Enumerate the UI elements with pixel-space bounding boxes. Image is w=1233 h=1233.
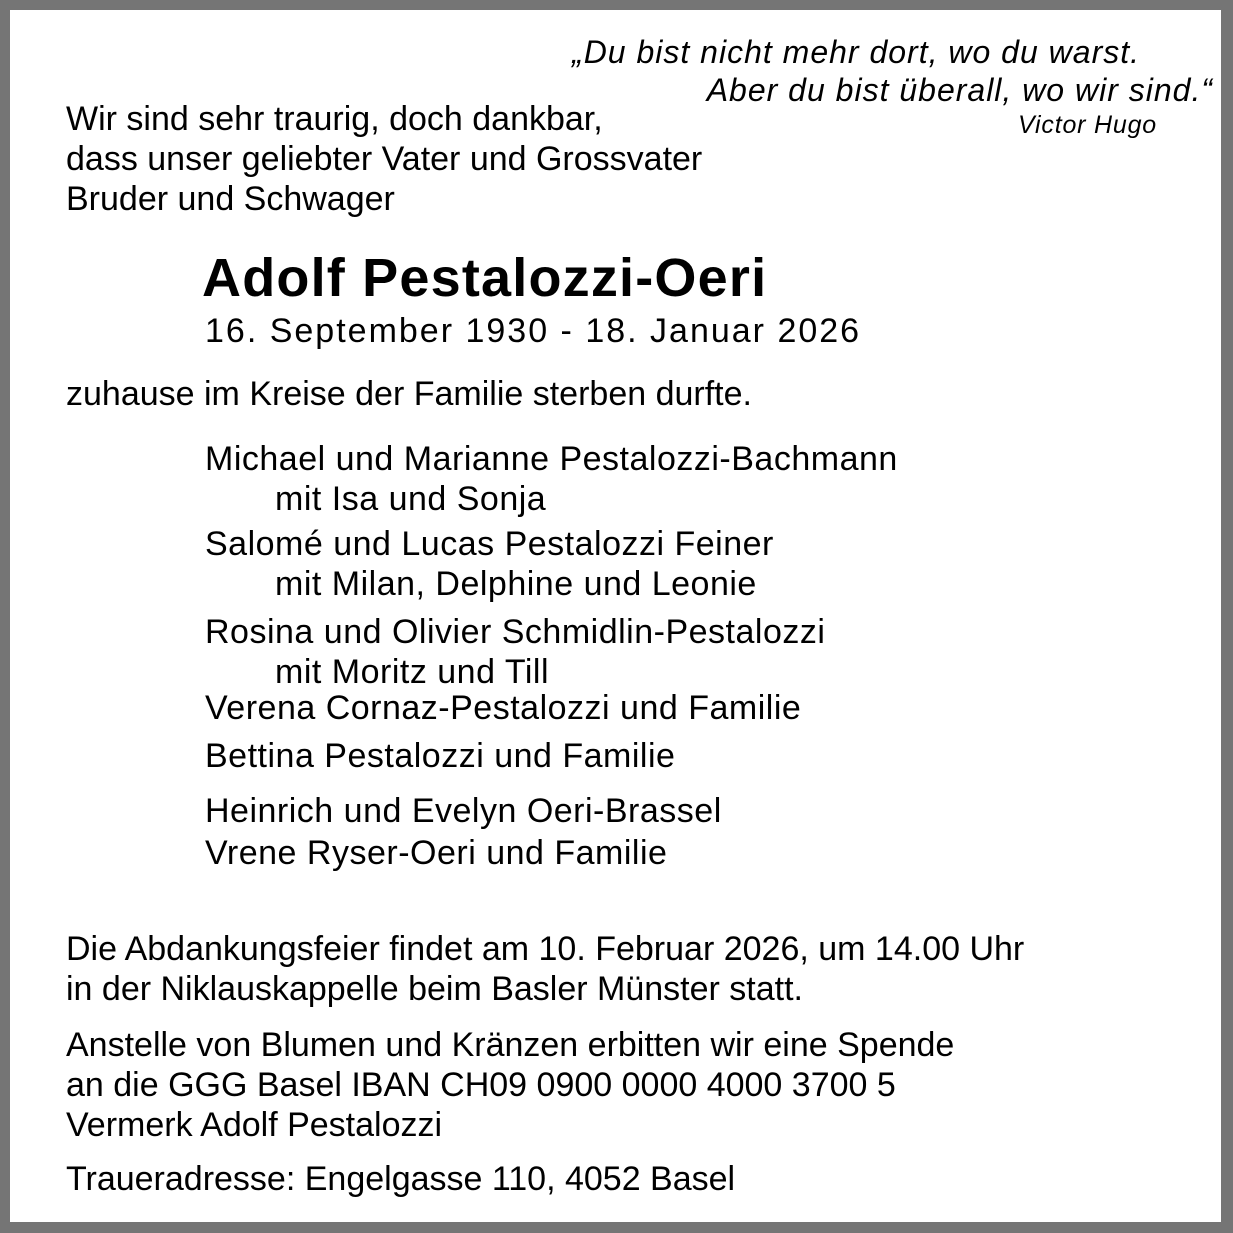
service-line-2: in der Niklauskappelle beim Basler Münster statt. — [66, 970, 803, 1008]
intro-line-1: Wir sind sehr traurig, doch dankbar, — [66, 100, 603, 138]
mourning-address: Traueradresse: Engelgasse 110, 4052 Basel — [66, 1160, 736, 1198]
donation-line-3: Vermerk Adolf Pestalozzi — [66, 1106, 443, 1144]
quote-line-2: Aber du bist überall, wo wir sind.“ — [706, 72, 1213, 108]
family-entry — [205, 736, 898, 776]
quote-line-1: „Du bist nicht mehr dort, wo du warst. — [572, 34, 1140, 70]
family-list — [205, 439, 898, 873]
deceased-dates: 16. September 1930 - 18. Januar 2026 — [205, 312, 862, 350]
family-children: mit Moritz und Till — [275, 653, 549, 691]
death-circumstance-line: zuhause im Kreise der Familie sterben durfte. — [66, 375, 752, 413]
service-line-1: Die Abdankungsfeier findet am 10. Februar 2026, um 14.00 Uhr — [66, 930, 1025, 968]
service-paragraph — [66, 929, 1024, 1009]
family-children: mit Isa und Sonja — [275, 480, 547, 518]
family-entry — [205, 833, 898, 873]
donation-paragraph — [66, 1025, 954, 1145]
family-entry — [205, 612, 898, 692]
donation-line-1: Anstelle von Blumen und Kränzen erbitten wir eine Spende — [66, 1026, 955, 1064]
family-names: Heinrich und Evelyn Oeri-Brassel — [205, 792, 722, 830]
family-entry — [205, 791, 898, 831]
intro-line-3: Bruder und Schwager — [66, 180, 395, 218]
intro-line-2: dass unser geliebter Vater und Grossvater — [66, 140, 703, 178]
deceased-name: Adolf Pestalozzi-Oeri — [202, 248, 768, 308]
family-names: Vrene Ryser-Oeri und Familie — [205, 834, 668, 872]
family-entry — [205, 524, 898, 604]
family-names: Bettina Pestalozzi und Familie — [205, 737, 676, 775]
family-entry — [205, 439, 898, 519]
family-children: mit Milan, Delphine und Leonie — [275, 565, 757, 603]
family-names: Michael und Marianne Pestalozzi-Bachmann — [205, 440, 898, 478]
family-names: Salomé und Lucas Pestalozzi Feiner — [205, 525, 774, 563]
quote-attribution: Victor Hugo — [1018, 111, 1157, 139]
donation-line-2: an die GGG Basel IBAN CH09 0900 0000 4000 3700 5 — [66, 1066, 896, 1104]
family-names: Verena Cornaz-Pestalozzi und Familie — [205, 689, 802, 727]
family-entry — [205, 688, 898, 728]
family-names: Rosina und Olivier Schmidlin-Pestalozzi — [205, 613, 826, 651]
intro-paragraph — [66, 99, 702, 219]
